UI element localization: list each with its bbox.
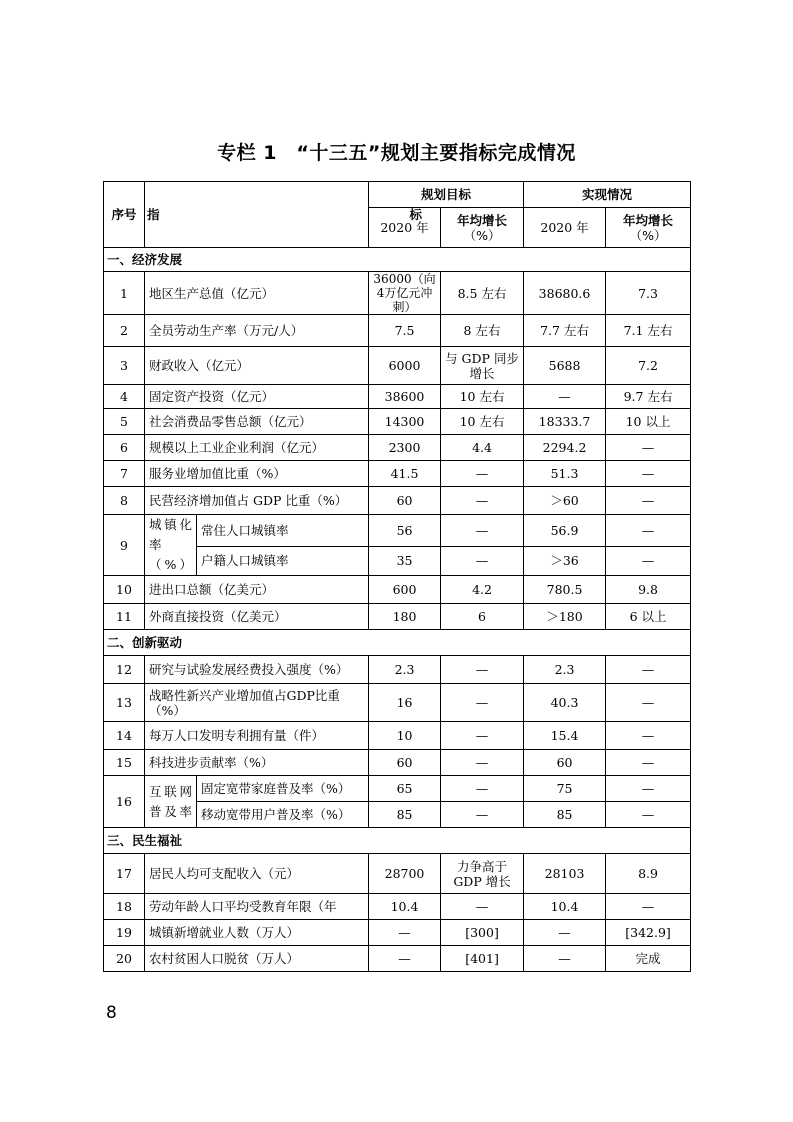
row-actual: — [524,946,606,972]
row-no: 1 [104,272,145,315]
group-label-internet: 互联网普及率 [145,776,197,828]
row-actual-growth: — [606,750,691,776]
header-actual-growth-unit: （%） [629,227,667,243]
row-plan-growth: — [441,461,524,487]
row-actual-growth: — [606,546,691,575]
row-no: 7 [104,461,145,487]
row-plan: 56 [369,515,441,547]
row-actual-growth: — [606,515,691,547]
header-row [104,182,691,208]
page-title: 专栏 1 “十三五”规划主要指标完成情况 [217,142,576,164]
row-plan: 10.4 [369,894,441,920]
row-indicator: 固定宽带家庭普及率（%） [197,776,369,802]
section-row [104,248,691,272]
row-plan: 41.5 [369,461,441,487]
row-indicator: 居民人均可支配收入（元） [145,854,369,894]
table-row [104,684,691,722]
section-title: 三、民生福祉 [104,828,691,854]
row-plan-growth: 8.5 左右 [441,272,524,315]
row-actual-growth: — [606,722,691,750]
row-plan: 38600 [369,385,441,409]
row-no: 15 [104,750,145,776]
row-indicator: 户籍人口城镇率 [197,546,369,575]
row-actual: 38680.6 [524,272,606,315]
row-no: 8 [104,487,145,515]
row-actual-growth: — [606,656,691,684]
table-row [104,409,691,435]
table-row [104,347,691,385]
header-actual: 实现情况 [524,182,691,208]
table-row [104,946,691,972]
row-indicator: 战略性新兴产业增加值占GDP比重（%） [145,684,369,722]
row-actual-growth: — [606,802,691,828]
row-actual-growth: 9.8 [606,576,691,604]
table-row [104,854,691,894]
row-actual-growth: 10 以上 [606,409,691,435]
row-indicator: 城镇新增就业人数（万人） [145,920,369,946]
row-plan: 36000（向4万亿元冲刺） [369,272,441,315]
row-no: 16 [104,776,145,828]
row-plan: 6000 [369,347,441,385]
row-actual: 28103 [524,854,606,894]
row-actual-growth: — [606,487,691,515]
header-actual-year: 2020 年 [524,208,606,248]
header-seq: 序号 [104,182,145,248]
row-plan-growth: 4.2 [441,576,524,604]
row-actual-growth: — [606,684,691,722]
table-row [104,515,691,547]
row-plan-growth: — [441,802,524,828]
row-actual-growth: 7.1 左右 [606,315,691,347]
row-actual: 2294.2 [524,435,606,461]
row-indicator: 科技进步贡献率（%） [145,750,369,776]
row-indicator: 进出口总额（亿美元） [145,576,369,604]
row-no: 13 [104,684,145,722]
header-actual-growth-label: 年均增长 [623,212,674,228]
row-actual-growth: 9.7 左右 [606,385,691,409]
row-plan-growth: — [441,487,524,515]
row-actual-growth: — [606,894,691,920]
row-plan-growth: 10 左右 [441,385,524,409]
row-indicator: 社会消费品零售总额（亿元） [145,409,369,435]
row-no: 4 [104,385,145,409]
header-plan-year: 2020 年 [369,208,441,248]
row-plan-growth: — [441,750,524,776]
table-row [104,385,691,409]
row-actual: — [524,920,606,946]
row-plan-growth: — [441,656,524,684]
row-actual: 51.3 [524,461,606,487]
table-row [104,576,691,604]
row-no: 5 [104,409,145,435]
row-actual: 15.4 [524,722,606,750]
row-plan: 2.3 [369,656,441,684]
row-actual: 7.7 左右 [524,315,606,347]
row-plan: — [369,920,441,946]
row-plan-growth: 4.4 [441,435,524,461]
row-plan-growth: 与 GDP 同步增长 [441,347,524,385]
row-actual: ＞60 [524,487,606,515]
table-row [104,435,691,461]
row-actual-growth: — [606,461,691,487]
page-number: 8 [106,1003,117,1023]
row-plan-growth: 6 [441,604,524,630]
row-actual: 18333.7 [524,409,606,435]
row-indicator: 规模以上工业企业利润（亿元） [145,435,369,461]
row-no: 11 [104,604,145,630]
row-actual: — [524,385,606,409]
row-no: 20 [104,946,145,972]
row-no: 14 [104,722,145,750]
indicator-table [103,181,691,972]
table-row [104,776,691,802]
row-actual-growth: [342.9] [606,920,691,946]
row-no: 2 [104,315,145,347]
row-actual: 85 [524,802,606,828]
row-actual-growth: — [606,435,691,461]
row-no: 10 [104,576,145,604]
section-title: 一、经济发展 [104,248,691,272]
table-row [104,722,691,750]
row-plan: 65 [369,776,441,802]
row-actual-growth: 7.2 [606,347,691,385]
table-row [104,487,691,515]
row-indicator: 全员劳动生产率（万元/人） [145,315,369,347]
row-plan-growth: [300] [441,920,524,946]
section-title: 二、创新驱动 [104,630,691,656]
row-plan: — [369,946,441,972]
row-no: 6 [104,435,145,461]
table-row [104,656,691,684]
row-actual: 75 [524,776,606,802]
row-plan: 35 [369,546,441,575]
row-plan: 600 [369,576,441,604]
row-actual: 60 [524,750,606,776]
section-row [104,828,691,854]
header-plan-growth-unit: （%） [463,227,501,243]
table-row [104,604,691,630]
row-indicator: 农村贫困人口脱贫（万人） [145,946,369,972]
row-plan-growth: — [441,546,524,575]
row-indicator: 财政收入（亿元） [145,347,369,385]
row-indicator: 常住人口城镇率 [197,515,369,547]
row-no: 17 [104,854,145,894]
row-plan-growth: 10 左右 [441,409,524,435]
row-no: 3 [104,347,145,385]
row-plan: 28700 [369,854,441,894]
row-actual: 780.5 [524,576,606,604]
row-actual: 56.9 [524,515,606,547]
row-actual-growth: 7.3 [606,272,691,315]
row-actual: 40.3 [524,684,606,722]
row-indicator: 固定资产投资（亿元） [145,385,369,409]
header-actual-growth [606,208,691,248]
row-plan: 7.5 [369,315,441,347]
row-actual: 5688 [524,347,606,385]
table-row [104,272,691,315]
row-indicator: 外商直接投资（亿美元） [145,604,369,630]
group-label-urbanization: 城镇化率（%） [145,515,197,576]
row-no: 9 [104,515,145,576]
row-plan: 180 [369,604,441,630]
table-row [104,894,691,920]
row-plan-growth: [401] [441,946,524,972]
row-plan: 10 [369,722,441,750]
row-actual: ＞36 [524,546,606,575]
row-indicator: 服务业增加值比重（%） [145,461,369,487]
row-plan-growth: — [441,722,524,750]
row-plan-growth: — [441,776,524,802]
row-plan-growth: — [441,684,524,722]
row-no: 19 [104,920,145,946]
row-indicator: 每万人口发明专利拥有量（件） [145,722,369,750]
row-actual: ＞180 [524,604,606,630]
row-indicator: 劳动年龄人口平均受教育年限（年 [145,894,369,920]
table-row [104,461,691,487]
row-indicator: 地区生产总值（亿元） [145,272,369,315]
header-plan-growth-label: 年均增长 [457,212,508,228]
row-indicator: 研究与试验发展经费投入强度（%） [145,656,369,684]
row-plan-growth: — [441,894,524,920]
row-actual-growth: 6 以上 [606,604,691,630]
row-no: 18 [104,894,145,920]
row-no: 12 [104,656,145,684]
table-row [104,315,691,347]
section-row [104,630,691,656]
row-actual: 2.3 [524,656,606,684]
table-row [104,750,691,776]
row-plan: 60 [369,750,441,776]
row-plan-growth: — [441,515,524,547]
header-indicator-label: 指 标 [147,207,463,222]
header-plan-target: 规划目标 [369,182,524,208]
row-plan-growth: 8 左右 [441,315,524,347]
table-row [104,920,691,946]
row-actual-growth: — [606,776,691,802]
row-actual-growth: 完成 [606,946,691,972]
row-indicator: 移动宽带用户普及率（%） [197,802,369,828]
row-plan: 14300 [369,409,441,435]
row-plan: 16 [369,684,441,722]
row-plan-growth: 力争高于 GDP 增长 [441,854,524,894]
row-plan: 60 [369,487,441,515]
row-indicator: 民营经济增加值占 GDP 比重（%） [145,487,369,515]
row-plan: 2300 [369,435,441,461]
row-actual: 10.4 [524,894,606,920]
row-plan: 85 [369,802,441,828]
row-actual-growth: 8.9 [606,854,691,894]
